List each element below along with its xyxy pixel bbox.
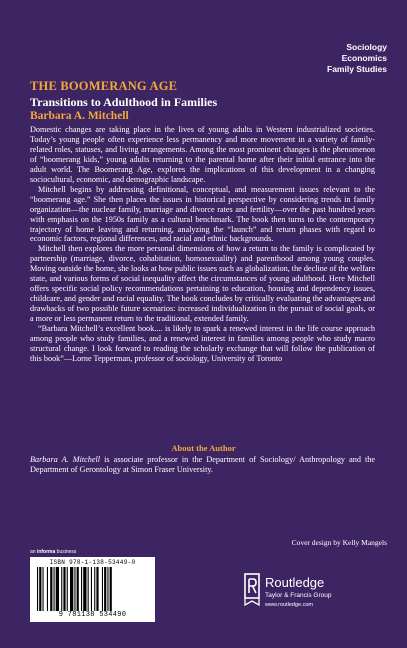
- about-author-heading: About the Author: [171, 443, 236, 453]
- subject-family-studies: Family Studies: [327, 64, 387, 74]
- description-paragraph-3: Mitchell then explores the more personal dimensions of how a return to the family is complicated by partnership (marriage, divorce, cohabitation, homosexuality) and parenthood among young couples. Moving outside the home, she looks at how public issues such as globalization, the decline of the welfare state, and various forms of social inequality affect the circumstances of young adulthood. Here Mitchell offers specific social policy recommendations pertaining to education, housing and dependency issues, childcare, and gender and racial equality. The book concludes by critically evaluating the advantages and drawbacks of two possible future scenarios: increased individualization in the pursuit of social goals, or a more or less permanent return to the traditional, extended family.: [30, 244, 375, 324]
- publisher-url: www.routledge.com: [265, 602, 313, 608]
- informa-business-line: [30, 549, 76, 555]
- informa-prefix: an: [30, 549, 37, 555]
- barcode: [30, 557, 155, 622]
- subject-sociology: Sociology: [346, 42, 387, 52]
- book-title: THE BOOMERANG AGE: [30, 79, 178, 93]
- description-paragraph-1: Domestic changes are taking place in the lives of young adults in Western industrialized societies. Today’s young people often experience less permanency and more movement in a variety of family-related roles, statuses, and living arrangements. Among the most prominent changes is the phenomenon of “boomerang kids,” young adults returning to the parental home after their initial entrance into the adult world. The Boomerang Age, explores the implications of this development in a changing sociocultural, economic, and demographic landscape.: [30, 125, 375, 184]
- publisher-group: Taylor & Francis Group: [265, 592, 332, 599]
- barcode-digits: 9 781138 534490: [58, 611, 127, 619]
- endorsement-quote: “Barbara Mitchell’s excellent book.... is likely to spark a renewed interest in the life course approach among people who study families, and a renewed interest in families among people who study macro structural change. I look forward to reading the scholarly exchange that will follow the publication of this book”—Lorne Tepperman, professor of sociology, University of Toronto: [30, 324, 375, 363]
- informa-brand: informa: [36, 549, 56, 555]
- about-author-text: [30, 455, 375, 475]
- barcode-bars: [35, 567, 150, 611]
- subject-economics: Economics: [341, 53, 387, 63]
- book-subtitle: Transitions to Adulthood in Families: [30, 95, 218, 109]
- about-author-bio: is associate professor in the Department of Sociology/ Anthropology and the Department of Gerontology at Simon Fraser University.: [30, 455, 375, 474]
- subject-categories: [327, 42, 387, 75]
- routledge-logo-icon: [243, 573, 261, 612]
- book-description: [30, 125, 375, 364]
- description-paragraph-2: Mitchell begins by addressing definitional, conceptual, and measurement issues relevant to the “boomerang age.” She then places the issues in historical perspective by considering trends in family organization—the nuclear family, marriage and divorce rates and fertility—over the past hundred years with emphasis on the 1950s family as a cultural benchmark. The book then turns to the contemporary trajectory of home leaving and returning, analyzing the “launch” and return phases with regard to economic factors, regional differences, and racial and ethnic backgrounds.: [30, 184, 375, 244]
- about-author-name: Barbara A. Mitchell: [30, 455, 101, 464]
- book-author: Barbara A. Mitchell: [30, 110, 129, 122]
- informa-suffix: business: [55, 549, 77, 555]
- publisher-name: Routledge: [265, 575, 325, 590]
- cover-design-credit: Cover design by Kelly Mangels: [291, 538, 387, 547]
- isbn-text: ISBN 978-1-138-53449-0: [49, 559, 136, 566]
